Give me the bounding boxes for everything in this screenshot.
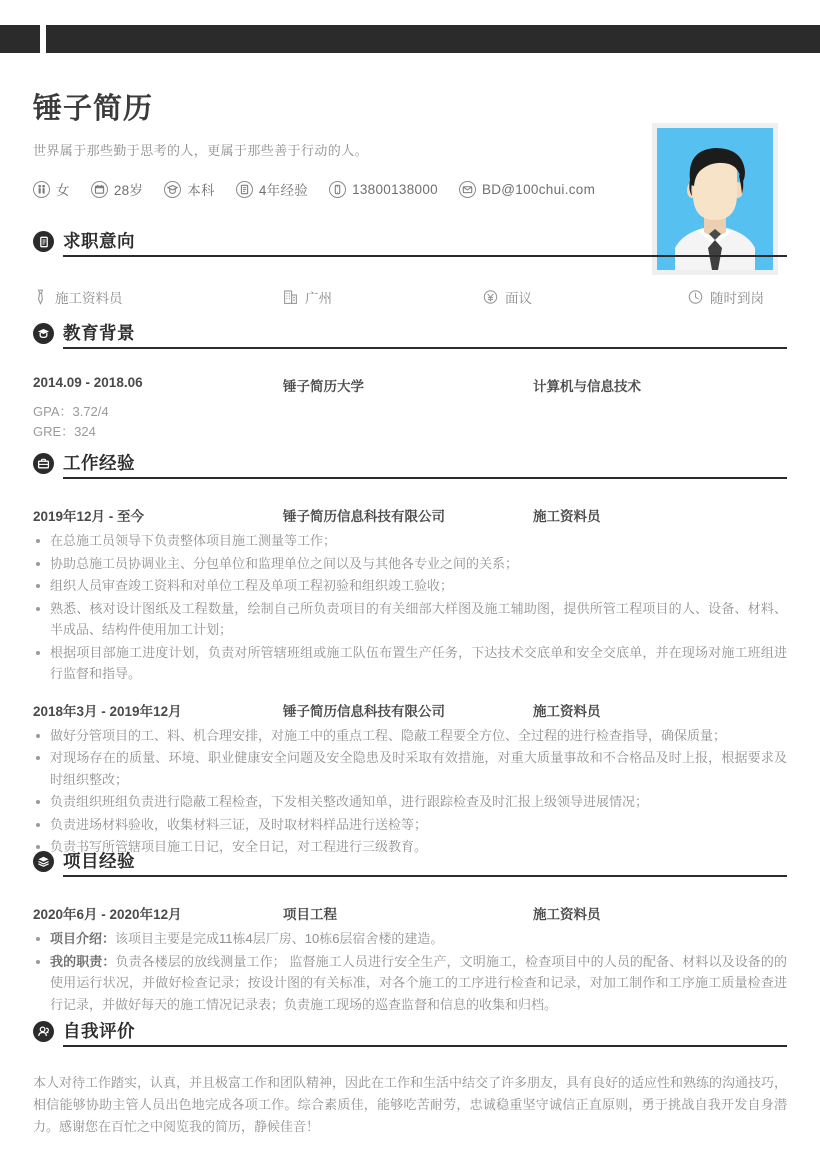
self-evaluation-text: 本人对待工作踏实，认真，并且极富工作和团队精神，因此在工作和生活中结交了许多朋友，具有良好的适应性和熟练的沟通技巧，相信能够协助主管人员出色地完成各项工作。综合素质佳，能够吃苦耐劳，忠诚稳重坚守诚信正直原则，勇于挑战自我开发自身潜力。感谢您在百忙之中阅览我的简历，静候佳音！ bbox=[33, 1075, 788, 1134]
list-item: 在总施工员领导下负责整体项目施工测量等工作； bbox=[33, 530, 787, 552]
tagline: 世界属于那些勤于思考的人，更属于那些善于行动的人。 bbox=[33, 143, 369, 158]
section-body bbox=[33, 260, 787, 309]
project-bullet-text: 该项目主要是完成11栋4层厂房、10栋6层宿舍楼的建造。 bbox=[115, 931, 444, 946]
info-phone bbox=[329, 181, 438, 198]
gender-icon bbox=[33, 181, 50, 198]
section-title: 教育背景 bbox=[63, 323, 135, 343]
education-gpa: GPA：3.72/4 bbox=[33, 404, 109, 419]
intent-position-label: 施工资料员 bbox=[55, 291, 123, 306]
section-body bbox=[33, 352, 787, 442]
section-self-evaluation bbox=[0, 1020, 820, 1138]
education-icon bbox=[164, 181, 181, 198]
top-bar-left-block bbox=[0, 25, 40, 53]
list-item: 做好分管项目的工、料、机合理安排，对施工中的重点工程、隐蔽工程要全方位、全过程的进行检查指导，确保质量； bbox=[33, 725, 787, 747]
section-job-intention bbox=[0, 230, 820, 309]
list-item bbox=[33, 951, 787, 1016]
info-experience bbox=[236, 179, 308, 199]
graduation-cap-icon bbox=[33, 323, 54, 344]
section-header bbox=[33, 1020, 787, 1050]
section-header bbox=[33, 850, 787, 880]
work-entry-heading bbox=[33, 505, 787, 526]
intent-salary-label: 面议 bbox=[505, 291, 532, 306]
work-entry-heading bbox=[33, 700, 787, 721]
section-divider bbox=[63, 477, 787, 479]
section-divider bbox=[63, 1045, 787, 1047]
section-body bbox=[33, 482, 787, 858]
project-role: 施工资料员 bbox=[533, 907, 601, 922]
project-bullet-label: 我的职责： bbox=[50, 953, 116, 969]
work-entry bbox=[33, 700, 787, 858]
section-title: 项目经验 bbox=[63, 851, 135, 871]
section-title: 求职意向 bbox=[63, 231, 135, 251]
project-entry bbox=[33, 903, 787, 1015]
list-item: 组织人员审查竣工资料和对单位工程及单项工程初验和组织竣工验收； bbox=[33, 575, 787, 597]
page-title: 锤子简历 bbox=[33, 93, 154, 125]
info-phone-label: 13800138000 bbox=[352, 181, 438, 197]
list-item bbox=[33, 928, 787, 950]
work-entry bbox=[33, 505, 787, 685]
work-date: 2018年3月 - 2019年12月 bbox=[33, 703, 182, 719]
work-company: 锤子简历信息科技有限公司 bbox=[283, 703, 445, 719]
layers-icon bbox=[33, 851, 54, 872]
building-icon bbox=[283, 289, 298, 305]
section-work-experience bbox=[0, 452, 820, 859]
clock-icon bbox=[688, 289, 703, 305]
section-divider bbox=[63, 255, 787, 257]
education-entry-heading bbox=[33, 375, 787, 396]
document-icon bbox=[236, 181, 253, 198]
section-divider bbox=[63, 347, 787, 349]
job-intention-row bbox=[33, 287, 787, 309]
work-bullet-list bbox=[33, 725, 787, 858]
info-age-label: 28岁 bbox=[113, 183, 144, 198]
info-gender-label: 女 bbox=[56, 183, 70, 198]
project-bullet-list bbox=[33, 928, 787, 1015]
yen-icon bbox=[483, 289, 498, 305]
list-item: 对现场存在的质量、环境、职业健康安全问题及安全隐患及时采取有效措施，对重大质量事故和不合格品及时上报，根据要求及时组织整改； bbox=[33, 747, 787, 790]
document-badge-icon bbox=[33, 231, 54, 252]
section-divider bbox=[63, 875, 787, 877]
calendar-icon bbox=[91, 181, 108, 198]
project-bullet-text: 负责各楼层的放线测量工作； 监督施工人员进行安全生产，文明施工，检查项目中的人员的配备、材料以及设备的的使用运行状况，并做好检查记录；按设计图的有关标准，对各个施工的工序进行检查和记录，对加工制作和工序施工质量检查进行记录，并做好每天的施工情况记录表；负责施工现场的巡查监督和信息的收集和归档。 bbox=[50, 953, 787, 1012]
project-bullet-label: 项目介绍： bbox=[50, 931, 116, 946]
section-title: 自我评价 bbox=[63, 1021, 135, 1041]
work-role: 施工资料员 bbox=[533, 703, 601, 719]
list-item: 协助总施工员协调业主、分包单位和监理单位之间以及与其他各专业之间的关系； bbox=[33, 553, 787, 575]
intent-salary bbox=[483, 287, 532, 307]
info-email-label: BD@100chui.com bbox=[481, 181, 596, 197]
list-item: 负责进场材料验收，收集材料三证，及时取材料样品进行送检等； bbox=[33, 814, 787, 836]
education-date: 2014.09 - 2018.06 bbox=[33, 375, 143, 390]
section-header bbox=[33, 230, 787, 260]
info-education bbox=[164, 179, 215, 199]
project-name: 项目工程 bbox=[283, 907, 337, 922]
project-date: 2020年6月 - 2020年12月 bbox=[33, 907, 182, 922]
top-bar-main-block bbox=[46, 25, 820, 53]
intent-city-label: 广州 bbox=[305, 291, 332, 306]
email-icon bbox=[459, 181, 476, 198]
info-gender bbox=[33, 179, 70, 199]
intent-city bbox=[283, 287, 332, 307]
education-school: 锤子简历大学 bbox=[283, 379, 364, 394]
section-body bbox=[33, 1050, 787, 1138]
list-item: 负责组织班组负责进行隐蔽工程检查，下发相关整改通知单，进行跟踪检查及时汇报上级领导进展情况； bbox=[33, 791, 787, 813]
info-experience-label: 4年经验 bbox=[258, 183, 309, 198]
work-date: 2019年12月 - 至今 bbox=[33, 509, 145, 524]
education-major: 计算机与信息技术 bbox=[533, 379, 641, 394]
tie-icon bbox=[33, 289, 48, 305]
briefcase-icon bbox=[33, 453, 54, 474]
info-email bbox=[459, 181, 595, 198]
education-gre: GRE：324 bbox=[33, 424, 96, 439]
intent-availability bbox=[688, 287, 764, 307]
phone-icon bbox=[329, 181, 346, 198]
section-title: 工作经验 bbox=[63, 453, 135, 473]
person-icon bbox=[33, 1021, 54, 1042]
top-decoration-bar bbox=[0, 25, 820, 53]
education-entry bbox=[33, 375, 787, 442]
intent-position bbox=[33, 287, 123, 307]
section-body bbox=[33, 880, 787, 1015]
list-item: 熟悉、核对设计图纸及工程数量，绘制自己所负责项目的有关细部大样图及施工辅助图，提供所管工程项目的人、设备、材料、半成品、结构件使用加工计划； bbox=[33, 598, 787, 641]
basic-info-row bbox=[33, 179, 595, 199]
info-education-label: 本科 bbox=[187, 183, 215, 198]
list-item: 负责书写所管辖项目施工日记，安全日记，对工程进行三级教育。 bbox=[33, 836, 787, 858]
project-entry-heading bbox=[33, 903, 787, 924]
resume-header bbox=[0, 53, 820, 225]
work-bullet-list bbox=[33, 530, 787, 685]
list-item: 根据项目部施工进度计划，负责对所管辖班组或施工队伍布置生产任务，下达技术交底单和安全交底单，并在现场对施工班组进行监督和指导。 bbox=[33, 642, 787, 685]
section-education bbox=[0, 322, 820, 442]
section-project-experience bbox=[0, 850, 820, 1016]
info-age bbox=[91, 179, 143, 199]
work-company: 锤子简历信息科技有限公司 bbox=[283, 509, 445, 524]
section-header bbox=[33, 452, 787, 482]
section-header bbox=[33, 322, 787, 352]
work-role: 施工资料员 bbox=[533, 509, 601, 524]
intent-availability-label: 随时到岗 bbox=[710, 291, 764, 306]
